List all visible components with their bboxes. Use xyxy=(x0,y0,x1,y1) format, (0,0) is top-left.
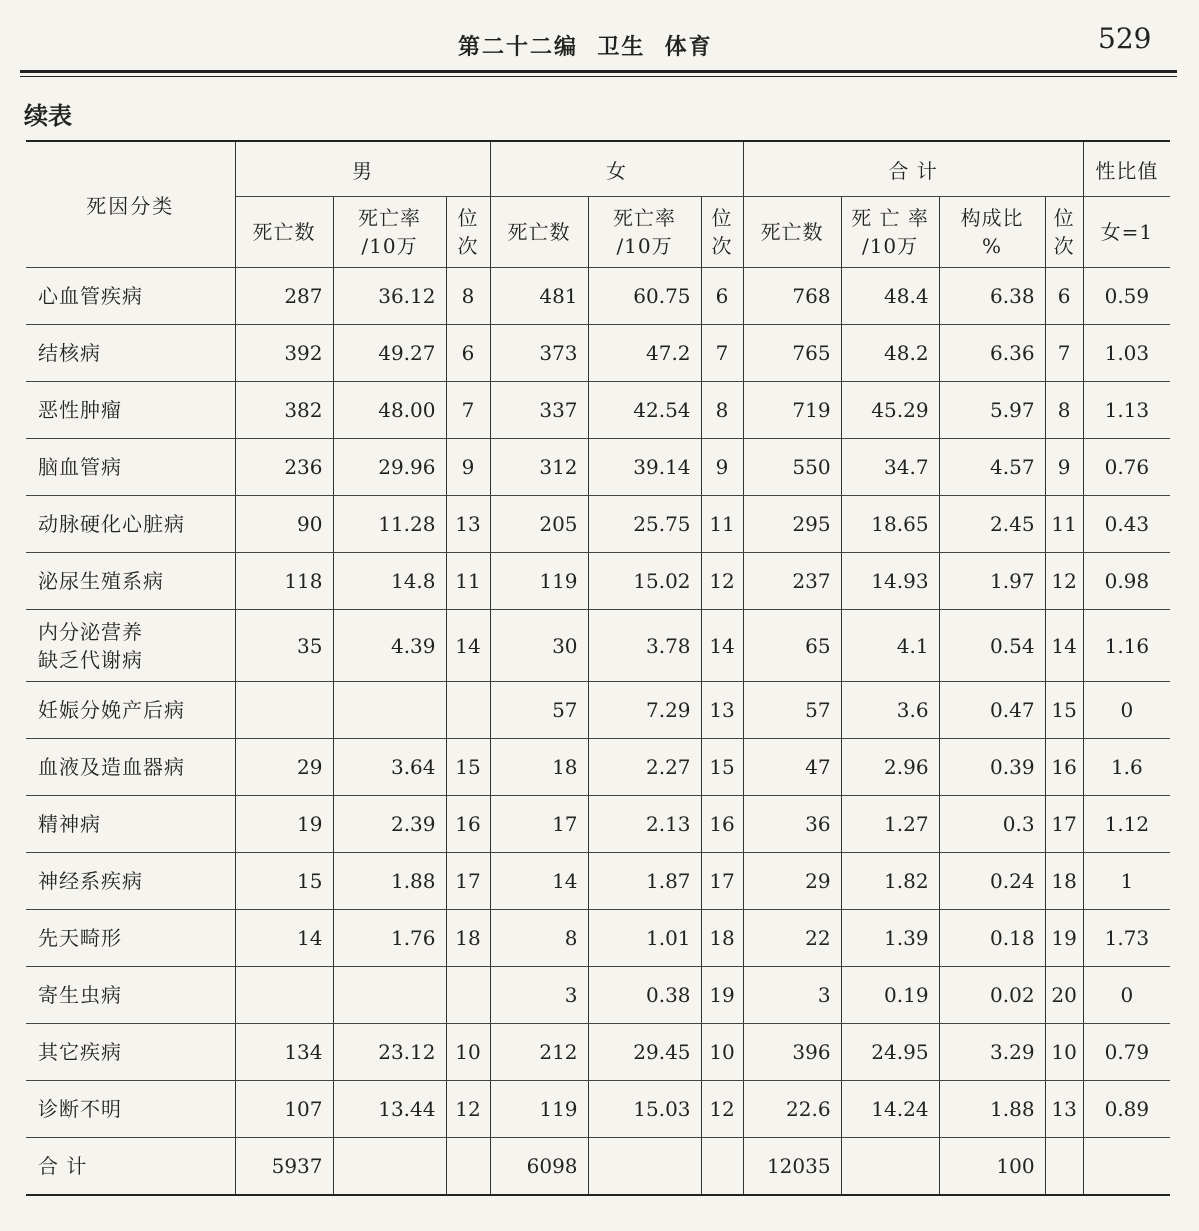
cause-label: 先天畸形 xyxy=(38,926,122,950)
cell-total-composition: 0.54 xyxy=(939,610,1045,682)
cell-total-composition: 100 xyxy=(939,1138,1045,1195)
cell-female-rate: 60.75 xyxy=(588,268,701,325)
cell-total-deaths: 36 xyxy=(743,796,841,853)
cell-cause xyxy=(26,1138,235,1195)
header-total-rate-text: 死 亡 率 /10万 xyxy=(851,206,929,258)
cell-male-rate: 11.28 xyxy=(333,496,446,553)
header-total-composition-text: 构成比 % xyxy=(960,206,1024,258)
cell-male-rank: 8 xyxy=(446,268,490,325)
cell-total-deaths: 29 xyxy=(743,853,841,910)
cell-female-deaths: 212 xyxy=(490,1024,588,1081)
cell-total-rank: 14 xyxy=(1045,610,1083,682)
cell-male-deaths xyxy=(235,967,333,1024)
table-body xyxy=(26,268,1170,1195)
header-sex-ratio-base: 女=1 xyxy=(1083,197,1170,268)
cause-label: 合 计 xyxy=(38,1153,88,1178)
header-female-rate-text: 死亡率 /10万 xyxy=(613,206,677,258)
cell-total-rate: 14.24 xyxy=(841,1081,939,1138)
cell-total-composition: 0.18 xyxy=(939,910,1045,967)
header-male-rank-text: 位 次 xyxy=(457,206,479,258)
cell-female-rate: 1.87 xyxy=(588,853,701,910)
cell-sex-ratio: 1.03 xyxy=(1083,325,1170,382)
cell-total-deaths: 3 xyxy=(743,967,841,1024)
cell-female-rate: 47.2 xyxy=(588,325,701,382)
cell-total-rank: 9 xyxy=(1045,439,1083,496)
cell-male-rate: 36.12 xyxy=(333,268,446,325)
cell-female-rate: 2.13 xyxy=(588,796,701,853)
table-row xyxy=(26,439,1170,496)
cell-total-composition: 1.88 xyxy=(939,1081,1045,1138)
cell-male-rank: 11 xyxy=(446,553,490,610)
cell-male-rate: 49.27 xyxy=(333,325,446,382)
cell-male-rate: 14.8 xyxy=(333,553,446,610)
cell-female-deaths: 57 xyxy=(490,682,588,739)
continued-label: 续表 xyxy=(24,101,72,130)
cell-cause xyxy=(26,967,235,1024)
table-row xyxy=(26,853,1170,910)
table-row xyxy=(26,382,1170,439)
table-row xyxy=(26,325,1170,382)
cell-male-rate: 1.76 xyxy=(333,910,446,967)
cell-male-rate: 4.39 xyxy=(333,610,446,682)
header-male-rank xyxy=(446,197,490,268)
cell-female-rank: 10 xyxy=(701,1024,743,1081)
cell-total-deaths: 396 xyxy=(743,1024,841,1081)
table-row xyxy=(26,796,1170,853)
header-male-rate xyxy=(333,197,446,268)
cell-cause xyxy=(26,739,235,796)
cell-female-rate: 2.27 xyxy=(588,739,701,796)
cell-female-deaths: 30 xyxy=(490,610,588,682)
cell-female-deaths: 119 xyxy=(490,1081,588,1138)
cause-label: 其它疾病 xyxy=(38,1040,122,1064)
cell-sex-ratio: 0 xyxy=(1083,967,1170,1024)
cell-total-rank: 18 xyxy=(1045,853,1083,910)
table-header xyxy=(26,141,1170,268)
cell-male-rank: 16 xyxy=(446,796,490,853)
cell-total-rate: 48.2 xyxy=(841,325,939,382)
cell-total-deaths: 719 xyxy=(743,382,841,439)
cell-female-rank: 9 xyxy=(701,439,743,496)
cell-male-rank: 12 xyxy=(446,1081,490,1138)
cell-female-deaths: 14 xyxy=(490,853,588,910)
cell-total-rate: 45.29 xyxy=(841,382,939,439)
cell-total-rank: 17 xyxy=(1045,796,1083,853)
cell-sex-ratio: 1.6 xyxy=(1083,739,1170,796)
cell-female-rate: 39.14 xyxy=(588,439,701,496)
cell-male-deaths: 134 xyxy=(235,1024,333,1081)
cause-label: 血液及造血器病 xyxy=(38,755,185,779)
header-female-rank-text: 位 次 xyxy=(711,206,733,258)
cell-male-deaths xyxy=(235,682,333,739)
table-row xyxy=(26,682,1170,739)
cause-label: 心血管疾病 xyxy=(38,284,143,308)
cell-cause xyxy=(26,382,235,439)
cell-male-rank: 18 xyxy=(446,910,490,967)
cell-total-deaths: 47 xyxy=(743,739,841,796)
header-female-rank xyxy=(701,197,743,268)
cell-female-deaths: 6098 xyxy=(490,1138,588,1195)
cell-total-composition: 1.97 xyxy=(939,553,1045,610)
table-row xyxy=(26,1024,1170,1081)
cell-total-composition: 5.97 xyxy=(939,382,1045,439)
cell-male-rank: 9 xyxy=(446,439,490,496)
cell-total-deaths: 12035 xyxy=(743,1138,841,1195)
cell-female-deaths: 205 xyxy=(490,496,588,553)
cell-female-rate: 1.01 xyxy=(588,910,701,967)
cause-label: 神经系疾病 xyxy=(38,869,143,893)
cell-sex-ratio xyxy=(1083,1138,1170,1195)
cell-total-rank: 6 xyxy=(1045,268,1083,325)
cell-male-rate: 29.96 xyxy=(333,439,446,496)
cell-cause xyxy=(26,325,235,382)
cell-male-rank xyxy=(446,1138,490,1195)
cell-male-rank xyxy=(446,682,490,739)
cell-male-rank: 17 xyxy=(446,853,490,910)
cell-female-rate: 42.54 xyxy=(588,382,701,439)
table-row xyxy=(26,496,1170,553)
cell-female-rate: 25.75 xyxy=(588,496,701,553)
cell-female-rank: 18 xyxy=(701,910,743,967)
cell-cause xyxy=(26,796,235,853)
cell-male-deaths: 5937 xyxy=(235,1138,333,1195)
cell-female-rate: 0.38 xyxy=(588,967,701,1024)
cell-total-deaths: 765 xyxy=(743,325,841,382)
cell-male-deaths: 287 xyxy=(235,268,333,325)
cell-total-rate: 3.6 xyxy=(841,682,939,739)
cell-male-rate xyxy=(333,682,446,739)
cell-male-deaths: 19 xyxy=(235,796,333,853)
cell-total-composition: 2.45 xyxy=(939,496,1045,553)
cause-label: 诊断不明 xyxy=(38,1097,122,1121)
cell-cause xyxy=(26,910,235,967)
cell-sex-ratio: 1.73 xyxy=(1083,910,1170,967)
cell-male-rank: 10 xyxy=(446,1024,490,1081)
cell-male-deaths: 14 xyxy=(235,910,333,967)
header-male-rate-text: 死亡率 /10万 xyxy=(358,206,421,258)
cell-female-rank xyxy=(701,1138,743,1195)
cell-sex-ratio: 1.16 xyxy=(1083,610,1170,682)
cell-total-deaths: 295 xyxy=(743,496,841,553)
cell-cause xyxy=(26,439,235,496)
cell-male-rate: 1.88 xyxy=(333,853,446,910)
cell-male-deaths: 90 xyxy=(235,496,333,553)
cell-male-rate: 23.12 xyxy=(333,1024,446,1081)
cell-total-rate: 14.93 xyxy=(841,553,939,610)
cell-female-deaths: 8 xyxy=(490,910,588,967)
cell-sex-ratio: 0.89 xyxy=(1083,1081,1170,1138)
cell-male-rate xyxy=(333,1138,446,1195)
cell-total-rank: 13 xyxy=(1045,1081,1083,1138)
cell-female-deaths: 481 xyxy=(490,268,588,325)
cell-female-deaths: 3 xyxy=(490,967,588,1024)
cell-male-rank: 15 xyxy=(446,739,490,796)
cell-total-deaths: 57 xyxy=(743,682,841,739)
cell-total-composition: 3.29 xyxy=(939,1024,1045,1081)
cell-male-rank: 13 xyxy=(446,496,490,553)
cell-total-composition: 6.38 xyxy=(939,268,1045,325)
cell-female-rate xyxy=(588,1138,701,1195)
cell-female-rank: 13 xyxy=(701,682,743,739)
cell-female-rank: 16 xyxy=(701,796,743,853)
mortality-table xyxy=(26,140,1170,1196)
cell-sex-ratio: 1 xyxy=(1083,853,1170,910)
header-rule-thin xyxy=(20,76,1177,77)
cell-total-deaths: 768 xyxy=(743,268,841,325)
cell-total-rate: 1.82 xyxy=(841,853,939,910)
cell-female-rank: 17 xyxy=(701,853,743,910)
cell-female-deaths: 337 xyxy=(490,382,588,439)
cell-female-rate: 7.29 xyxy=(588,682,701,739)
cell-male-deaths: 15 xyxy=(235,853,333,910)
cell-total-rate: 4.1 xyxy=(841,610,939,682)
cell-total-rank: 11 xyxy=(1045,496,1083,553)
cell-male-deaths: 382 xyxy=(235,382,333,439)
header-male-deaths: 死亡数 xyxy=(235,197,333,268)
cause-label: 精神病 xyxy=(38,812,101,836)
cell-female-rate: 15.03 xyxy=(588,1081,701,1138)
cell-total-rate: 1.27 xyxy=(841,796,939,853)
cell-male-rank: 14 xyxy=(446,610,490,682)
cell-cause xyxy=(26,1024,235,1081)
header-female-deaths: 死亡数 xyxy=(490,197,588,268)
header-sex-ratio: 性比值 xyxy=(1083,141,1170,197)
cell-female-rate: 3.78 xyxy=(588,610,701,682)
cell-female-rank: 15 xyxy=(701,739,743,796)
cell-female-rank: 12 xyxy=(701,1081,743,1138)
cell-total-deaths: 65 xyxy=(743,610,841,682)
cell-total-rank: 19 xyxy=(1045,910,1083,967)
cell-male-deaths: 107 xyxy=(235,1081,333,1138)
cell-male-deaths: 118 xyxy=(235,553,333,610)
cell-cause xyxy=(26,268,235,325)
cause-label: 寄生虫病 xyxy=(38,983,122,1007)
header-rule-thick xyxy=(20,70,1177,73)
cell-sex-ratio: 0.98 xyxy=(1083,553,1170,610)
cell-male-rate: 13.44 xyxy=(333,1081,446,1138)
cell-total-rank xyxy=(1045,1138,1083,1195)
cell-total-rate: 18.65 xyxy=(841,496,939,553)
cell-total-rank: 15 xyxy=(1045,682,1083,739)
header-male: 男 xyxy=(235,141,490,197)
cell-female-deaths: 17 xyxy=(490,796,588,853)
cell-total-composition: 0.24 xyxy=(939,853,1045,910)
cell-total-deaths: 22 xyxy=(743,910,841,967)
cell-total-composition: 4.57 xyxy=(939,439,1045,496)
cell-female-rank: 12 xyxy=(701,553,743,610)
cause-label: 脑血管病 xyxy=(38,455,122,479)
cell-total-rank: 10 xyxy=(1045,1024,1083,1081)
cell-total-composition: 0.47 xyxy=(939,682,1045,739)
cell-cause xyxy=(26,853,235,910)
cell-total-rate: 1.39 xyxy=(841,910,939,967)
page-number: 529 xyxy=(1098,22,1152,55)
cell-total-rate: 34.7 xyxy=(841,439,939,496)
cell-female-rank: 14 xyxy=(701,610,743,682)
table-row xyxy=(26,967,1170,1024)
cell-sex-ratio: 0.59 xyxy=(1083,268,1170,325)
cell-female-rank: 7 xyxy=(701,325,743,382)
cell-sex-ratio: 0 xyxy=(1083,682,1170,739)
cell-sex-ratio: 0.79 xyxy=(1083,1024,1170,1081)
table-row xyxy=(26,910,1170,967)
cell-cause xyxy=(26,1081,235,1138)
cell-sex-ratio: 1.13 xyxy=(1083,382,1170,439)
section-title: 第二十二编 卫生 体育 xyxy=(458,34,713,60)
header-female: 女 xyxy=(490,141,743,197)
cell-male-rate: 3.64 xyxy=(333,739,446,796)
cell-total-rate: 48.4 xyxy=(841,268,939,325)
cell-male-rate xyxy=(333,967,446,1024)
cell-male-deaths: 392 xyxy=(235,325,333,382)
cell-total-deaths: 22.6 xyxy=(743,1081,841,1138)
header-total-rank xyxy=(1045,197,1083,268)
cell-total-deaths: 237 xyxy=(743,553,841,610)
header-total-composition xyxy=(939,197,1045,268)
cell-sex-ratio: 0.76 xyxy=(1083,439,1170,496)
total-row xyxy=(26,1138,1170,1195)
cell-cause xyxy=(26,496,235,553)
cell-female-rate: 15.02 xyxy=(588,553,701,610)
header-female-rate xyxy=(588,197,701,268)
cell-male-rank: 6 xyxy=(446,325,490,382)
cell-female-rank: 6 xyxy=(701,268,743,325)
cause-label: 恶性肿瘤 xyxy=(38,398,122,422)
header-total-deaths: 死亡数 xyxy=(743,197,841,268)
cell-female-deaths: 18 xyxy=(490,739,588,796)
cell-sex-ratio: 0.43 xyxy=(1083,496,1170,553)
cell-total-rate: 0.19 xyxy=(841,967,939,1024)
header-total: 合 计 xyxy=(743,141,1083,197)
cell-total-rate xyxy=(841,1138,939,1195)
table-row xyxy=(26,1081,1170,1138)
cause-label: 妊娠分娩产后病 xyxy=(38,698,185,722)
cause-label: 结核病 xyxy=(38,341,101,365)
table-row xyxy=(26,268,1170,325)
cell-female-rank: 11 xyxy=(701,496,743,553)
table-row xyxy=(26,553,1170,610)
cell-female-deaths: 312 xyxy=(490,439,588,496)
cell-total-rank: 16 xyxy=(1045,739,1083,796)
cell-sex-ratio: 1.12 xyxy=(1083,796,1170,853)
cell-total-composition: 0.3 xyxy=(939,796,1045,853)
cell-total-composition: 0.02 xyxy=(939,967,1045,1024)
cell-cause xyxy=(26,610,235,682)
cell-male-rate: 2.39 xyxy=(333,796,446,853)
cell-total-rank: 20 xyxy=(1045,967,1083,1024)
cell-total-composition: 0.39 xyxy=(939,739,1045,796)
cell-female-rank: 19 xyxy=(701,967,743,1024)
cause-label: 动脉硬化心脏病 xyxy=(38,512,185,536)
running-head xyxy=(0,0,1199,80)
header-total-rate xyxy=(841,197,939,268)
cell-total-rank: 7 xyxy=(1045,325,1083,382)
cell-female-rate: 29.45 xyxy=(588,1024,701,1081)
cell-female-deaths: 373 xyxy=(490,325,588,382)
cell-male-deaths: 35 xyxy=(235,610,333,682)
header-total-rank-text: 位 次 xyxy=(1053,206,1075,258)
cell-total-rate: 24.95 xyxy=(841,1024,939,1081)
cell-total-rank: 8 xyxy=(1045,382,1083,439)
cell-cause xyxy=(26,553,235,610)
cell-cause xyxy=(26,682,235,739)
cell-male-rate: 48.00 xyxy=(333,382,446,439)
header-cause: 死因分类 xyxy=(26,141,235,268)
cell-total-deaths: 550 xyxy=(743,439,841,496)
cell-total-rate: 2.96 xyxy=(841,739,939,796)
cell-female-deaths: 119 xyxy=(490,553,588,610)
cell-female-rank: 8 xyxy=(701,382,743,439)
cause-label: 泌尿生殖系病 xyxy=(38,569,164,593)
cell-male-rank xyxy=(446,967,490,1024)
cell-male-deaths: 29 xyxy=(235,739,333,796)
cell-total-rank: 12 xyxy=(1045,553,1083,610)
cell-total-composition: 6.36 xyxy=(939,325,1045,382)
cell-male-rank: 7 xyxy=(446,382,490,439)
cause-label: 内分泌营养 缺乏代谢病 xyxy=(38,619,143,672)
cell-male-deaths: 236 xyxy=(235,439,333,496)
table-row xyxy=(26,739,1170,796)
table-row xyxy=(26,610,1170,682)
